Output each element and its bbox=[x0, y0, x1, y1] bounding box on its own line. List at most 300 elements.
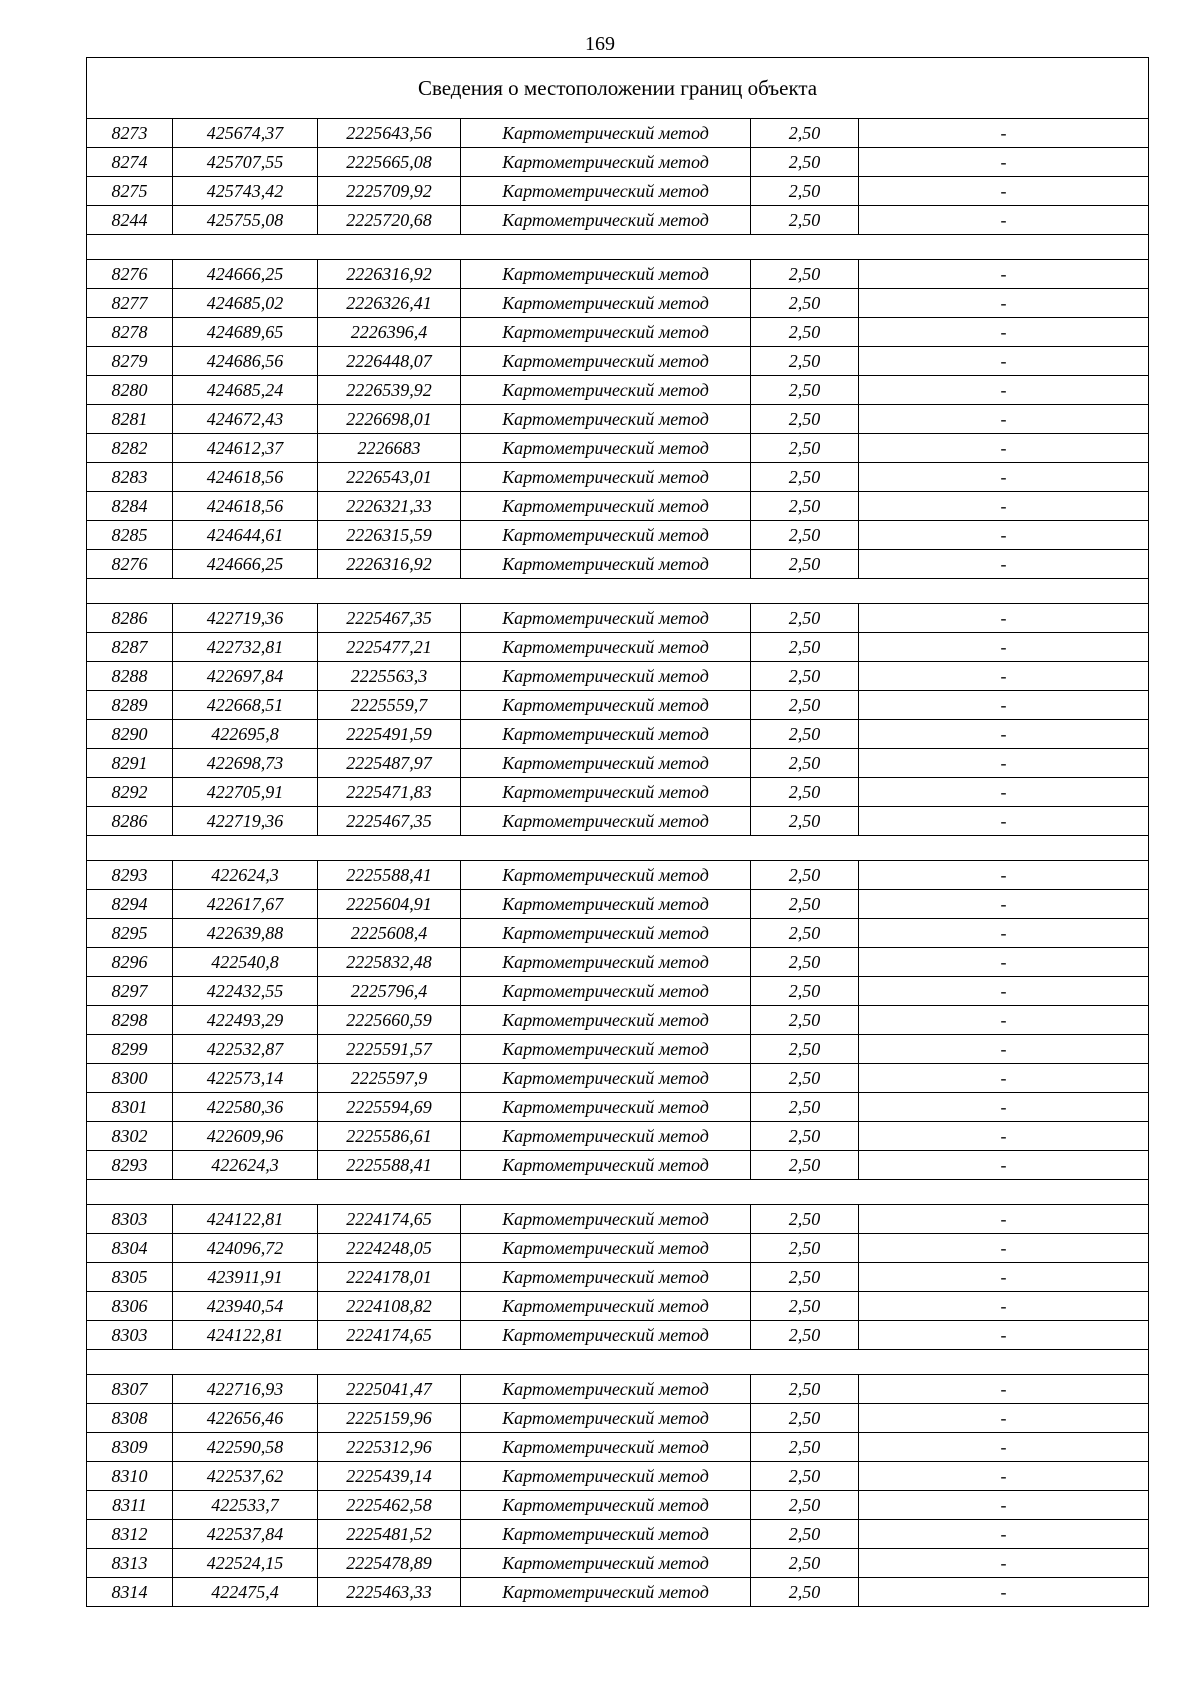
contour-separator-row bbox=[87, 579, 1149, 604]
x-coordinate-cell: 424666,25 bbox=[173, 550, 318, 579]
table-row bbox=[87, 405, 1149, 434]
separator-cell bbox=[87, 579, 1149, 604]
point-number-cell: 8312 bbox=[87, 1520, 173, 1549]
description-cell: - bbox=[859, 1433, 1149, 1462]
y-coordinate-cell: 2224174,65 bbox=[318, 1205, 461, 1234]
point-number-cell: 8282 bbox=[87, 434, 173, 463]
point-number-cell: 8313 bbox=[87, 1549, 173, 1578]
table-title: Сведения о местоположении границ объекта bbox=[87, 58, 1149, 119]
method-cell: Картометрический метод bbox=[461, 1093, 751, 1122]
point-number-cell: 8301 bbox=[87, 1093, 173, 1122]
accuracy-cell: 2,50 bbox=[751, 148, 859, 177]
table-row bbox=[87, 1462, 1149, 1491]
y-coordinate-cell: 2225467,35 bbox=[318, 604, 461, 633]
x-coordinate-cell: 422639,88 bbox=[173, 919, 318, 948]
x-coordinate-cell: 422537,62 bbox=[173, 1462, 318, 1491]
x-coordinate-cell: 422573,14 bbox=[173, 1064, 318, 1093]
y-coordinate-cell: 2225487,97 bbox=[318, 749, 461, 778]
method-cell: Картометрический метод bbox=[461, 550, 751, 579]
method-cell: Картометрический метод bbox=[461, 1122, 751, 1151]
y-coordinate-cell: 2225608,4 bbox=[318, 919, 461, 948]
point-number-cell: 8280 bbox=[87, 376, 173, 405]
table-row bbox=[87, 1035, 1149, 1064]
x-coordinate-cell: 422533,7 bbox=[173, 1491, 318, 1520]
description-cell: - bbox=[859, 720, 1149, 749]
description-cell: - bbox=[859, 289, 1149, 318]
table-row bbox=[87, 1520, 1149, 1549]
description-cell: - bbox=[859, 691, 1149, 720]
method-cell: Картометрический метод bbox=[461, 948, 751, 977]
x-coordinate-cell: 424672,43 bbox=[173, 405, 318, 434]
x-coordinate-cell: 422540,8 bbox=[173, 948, 318, 977]
description-cell: - bbox=[859, 521, 1149, 550]
separator-cell bbox=[87, 235, 1149, 260]
accuracy-cell: 2,50 bbox=[751, 434, 859, 463]
x-coordinate-cell: 422624,3 bbox=[173, 1151, 318, 1180]
table-body bbox=[87, 58, 1149, 1607]
accuracy-cell: 2,50 bbox=[751, 405, 859, 434]
x-coordinate-cell: 422590,58 bbox=[173, 1433, 318, 1462]
method-cell: Картометрический метод bbox=[461, 376, 751, 405]
table-row bbox=[87, 1375, 1149, 1404]
description-cell: - bbox=[859, 633, 1149, 662]
description-cell: - bbox=[859, 206, 1149, 235]
accuracy-cell: 2,50 bbox=[751, 550, 859, 579]
accuracy-cell: 2,50 bbox=[751, 1151, 859, 1180]
x-coordinate-cell: 424096,72 bbox=[173, 1234, 318, 1263]
table-row bbox=[87, 260, 1149, 289]
x-coordinate-cell: 422617,67 bbox=[173, 890, 318, 919]
point-number-cell: 8281 bbox=[87, 405, 173, 434]
description-cell: - bbox=[859, 749, 1149, 778]
table-row bbox=[87, 1263, 1149, 1292]
x-coordinate-cell: 422719,36 bbox=[173, 604, 318, 633]
x-coordinate-cell: 422537,84 bbox=[173, 1520, 318, 1549]
y-coordinate-cell: 2225597,9 bbox=[318, 1064, 461, 1093]
x-coordinate-cell: 422493,29 bbox=[173, 1006, 318, 1035]
description-cell: - bbox=[859, 260, 1149, 289]
accuracy-cell: 2,50 bbox=[751, 1205, 859, 1234]
y-coordinate-cell: 2226539,92 bbox=[318, 376, 461, 405]
accuracy-cell: 2,50 bbox=[751, 662, 859, 691]
accuracy-cell: 2,50 bbox=[751, 749, 859, 778]
accuracy-cell: 2,50 bbox=[751, 1578, 859, 1607]
point-number-cell: 8306 bbox=[87, 1292, 173, 1321]
table-row bbox=[87, 977, 1149, 1006]
separator-cell bbox=[87, 1350, 1149, 1375]
x-coordinate-cell: 422475,4 bbox=[173, 1578, 318, 1607]
description-cell: - bbox=[859, 890, 1149, 919]
method-cell: Картометрический метод bbox=[461, 463, 751, 492]
y-coordinate-cell: 2225467,35 bbox=[318, 807, 461, 836]
x-coordinate-cell: 425743,42 bbox=[173, 177, 318, 206]
accuracy-cell: 2,50 bbox=[751, 318, 859, 347]
x-coordinate-cell: 423940,54 bbox=[173, 1292, 318, 1321]
description-cell: - bbox=[859, 1375, 1149, 1404]
method-cell: Картометрический метод bbox=[461, 289, 751, 318]
table-row bbox=[87, 807, 1149, 836]
y-coordinate-cell: 2225660,59 bbox=[318, 1006, 461, 1035]
y-coordinate-cell: 2225796,4 bbox=[318, 977, 461, 1006]
boundary-coordinates-table bbox=[86, 57, 1149, 1607]
accuracy-cell: 2,50 bbox=[751, 1035, 859, 1064]
accuracy-cell: 2,50 bbox=[751, 376, 859, 405]
table-row bbox=[87, 206, 1149, 235]
method-cell: Картометрический метод bbox=[461, 148, 751, 177]
accuracy-cell: 2,50 bbox=[751, 206, 859, 235]
description-cell: - bbox=[859, 1122, 1149, 1151]
table-row bbox=[87, 434, 1149, 463]
accuracy-cell: 2,50 bbox=[751, 604, 859, 633]
y-coordinate-cell: 2225491,59 bbox=[318, 720, 461, 749]
table-row bbox=[87, 347, 1149, 376]
y-coordinate-cell: 2226316,92 bbox=[318, 550, 461, 579]
description-cell: - bbox=[859, 1292, 1149, 1321]
point-number-cell: 8308 bbox=[87, 1404, 173, 1433]
x-coordinate-cell: 424666,25 bbox=[173, 260, 318, 289]
method-cell: Картометрический метод bbox=[461, 1064, 751, 1093]
y-coordinate-cell: 2226316,92 bbox=[318, 260, 461, 289]
method-cell: Картометрический метод bbox=[461, 1006, 751, 1035]
x-coordinate-cell: 422532,87 bbox=[173, 1035, 318, 1064]
method-cell: Картометрический метод bbox=[461, 1520, 751, 1549]
point-number-cell: 8276 bbox=[87, 260, 173, 289]
y-coordinate-cell: 2225604,91 bbox=[318, 890, 461, 919]
y-coordinate-cell: 2225594,69 bbox=[318, 1093, 461, 1122]
y-coordinate-cell: 2226683 bbox=[318, 434, 461, 463]
method-cell: Картометрический метод bbox=[461, 749, 751, 778]
table-row bbox=[87, 691, 1149, 720]
point-number-cell: 8293 bbox=[87, 1151, 173, 1180]
point-number-cell: 8303 bbox=[87, 1205, 173, 1234]
method-cell: Картометрический метод bbox=[461, 1375, 751, 1404]
y-coordinate-cell: 2225832,48 bbox=[318, 948, 461, 977]
table-row bbox=[87, 1093, 1149, 1122]
contour-separator-row bbox=[87, 235, 1149, 260]
x-coordinate-cell: 424685,24 bbox=[173, 376, 318, 405]
x-coordinate-cell: 424122,81 bbox=[173, 1205, 318, 1234]
method-cell: Картометрический метод bbox=[461, 347, 751, 376]
x-coordinate-cell: 425674,37 bbox=[173, 119, 318, 148]
accuracy-cell: 2,50 bbox=[751, 260, 859, 289]
description-cell: - bbox=[859, 1064, 1149, 1093]
point-number-cell: 8277 bbox=[87, 289, 173, 318]
accuracy-cell: 2,50 bbox=[751, 1321, 859, 1350]
table-row bbox=[87, 662, 1149, 691]
accuracy-cell: 2,50 bbox=[751, 633, 859, 662]
accuracy-cell: 2,50 bbox=[751, 1234, 859, 1263]
accuracy-cell: 2,50 bbox=[751, 289, 859, 318]
table-row bbox=[87, 749, 1149, 778]
table-title-row bbox=[87, 58, 1149, 119]
point-number-cell: 8304 bbox=[87, 1234, 173, 1263]
table-row bbox=[87, 1292, 1149, 1321]
method-cell: Картометрический метод bbox=[461, 1151, 751, 1180]
x-coordinate-cell: 422697,84 bbox=[173, 662, 318, 691]
x-coordinate-cell: 422695,8 bbox=[173, 720, 318, 749]
point-number-cell: 8296 bbox=[87, 948, 173, 977]
description-cell: - bbox=[859, 919, 1149, 948]
description-cell: - bbox=[859, 463, 1149, 492]
method-cell: Картометрический метод bbox=[461, 1234, 751, 1263]
description-cell: - bbox=[859, 977, 1149, 1006]
method-cell: Картометрический метод bbox=[461, 604, 751, 633]
accuracy-cell: 2,50 bbox=[751, 1006, 859, 1035]
accuracy-cell: 2,50 bbox=[751, 1263, 859, 1292]
table-row bbox=[87, 1491, 1149, 1520]
method-cell: Картометрический метод bbox=[461, 119, 751, 148]
method-cell: Картометрический метод bbox=[461, 919, 751, 948]
x-coordinate-cell: 422732,81 bbox=[173, 633, 318, 662]
point-number-cell: 8309 bbox=[87, 1433, 173, 1462]
x-coordinate-cell: 425707,55 bbox=[173, 148, 318, 177]
description-cell: - bbox=[859, 1520, 1149, 1549]
point-number-cell: 8291 bbox=[87, 749, 173, 778]
accuracy-cell: 2,50 bbox=[751, 720, 859, 749]
table-row bbox=[87, 919, 1149, 948]
description-cell: - bbox=[859, 1404, 1149, 1433]
description-cell: - bbox=[859, 119, 1149, 148]
point-number-cell: 8274 bbox=[87, 148, 173, 177]
method-cell: Картометрический метод bbox=[461, 1549, 751, 1578]
point-number-cell: 8289 bbox=[87, 691, 173, 720]
y-coordinate-cell: 2225588,41 bbox=[318, 1151, 461, 1180]
accuracy-cell: 2,50 bbox=[751, 807, 859, 836]
table-row bbox=[87, 376, 1149, 405]
y-coordinate-cell: 2225462,58 bbox=[318, 1491, 461, 1520]
point-number-cell: 8244 bbox=[87, 206, 173, 235]
point-number-cell: 8303 bbox=[87, 1321, 173, 1350]
x-coordinate-cell: 424644,61 bbox=[173, 521, 318, 550]
method-cell: Картометрический метод bbox=[461, 1404, 751, 1433]
accuracy-cell: 2,50 bbox=[751, 1549, 859, 1578]
table-row bbox=[87, 1151, 1149, 1180]
point-number-cell: 8276 bbox=[87, 550, 173, 579]
point-number-cell: 8286 bbox=[87, 604, 173, 633]
method-cell: Картометрический метод bbox=[461, 890, 751, 919]
x-coordinate-cell: 424689,65 bbox=[173, 318, 318, 347]
x-coordinate-cell: 422668,51 bbox=[173, 691, 318, 720]
description-cell: - bbox=[859, 1321, 1149, 1350]
method-cell: Картометрический метод bbox=[461, 1321, 751, 1350]
table-row bbox=[87, 604, 1149, 633]
accuracy-cell: 2,50 bbox=[751, 1520, 859, 1549]
y-coordinate-cell: 2224174,65 bbox=[318, 1321, 461, 1350]
accuracy-cell: 2,50 bbox=[751, 1433, 859, 1462]
point-number-cell: 8292 bbox=[87, 778, 173, 807]
point-number-cell: 8290 bbox=[87, 720, 173, 749]
table-row bbox=[87, 633, 1149, 662]
table-row bbox=[87, 177, 1149, 206]
description-cell: - bbox=[859, 405, 1149, 434]
y-coordinate-cell: 2224248,05 bbox=[318, 1234, 461, 1263]
accuracy-cell: 2,50 bbox=[751, 977, 859, 1006]
point-number-cell: 8299 bbox=[87, 1035, 173, 1064]
table-row bbox=[87, 119, 1149, 148]
x-coordinate-cell: 422705,91 bbox=[173, 778, 318, 807]
x-coordinate-cell: 424618,56 bbox=[173, 492, 318, 521]
description-cell: - bbox=[859, 376, 1149, 405]
method-cell: Картометрический метод bbox=[461, 977, 751, 1006]
table-row bbox=[87, 463, 1149, 492]
accuracy-cell: 2,50 bbox=[751, 177, 859, 206]
y-coordinate-cell: 2225563,3 bbox=[318, 662, 461, 691]
method-cell: Картометрический метод bbox=[461, 206, 751, 235]
y-coordinate-cell: 2225559,7 bbox=[318, 691, 461, 720]
page-number: 169 bbox=[585, 33, 615, 55]
y-coordinate-cell: 2226315,59 bbox=[318, 521, 461, 550]
table-row bbox=[87, 1234, 1149, 1263]
table-row bbox=[87, 1404, 1149, 1433]
y-coordinate-cell: 2224178,01 bbox=[318, 1263, 461, 1292]
y-coordinate-cell: 2225586,61 bbox=[318, 1122, 461, 1151]
y-coordinate-cell: 2226326,41 bbox=[318, 289, 461, 318]
accuracy-cell: 2,50 bbox=[751, 948, 859, 977]
method-cell: Картометрический метод bbox=[461, 720, 751, 749]
table-row bbox=[87, 890, 1149, 919]
x-coordinate-cell: 422524,15 bbox=[173, 1549, 318, 1578]
x-coordinate-cell: 424612,37 bbox=[173, 434, 318, 463]
description-cell: - bbox=[859, 347, 1149, 376]
method-cell: Картометрический метод bbox=[461, 1462, 751, 1491]
method-cell: Картометрический метод bbox=[461, 1035, 751, 1064]
method-cell: Картометрический метод bbox=[461, 177, 751, 206]
point-number-cell: 8297 bbox=[87, 977, 173, 1006]
accuracy-cell: 2,50 bbox=[751, 1122, 859, 1151]
accuracy-cell: 2,50 bbox=[751, 919, 859, 948]
accuracy-cell: 2,50 bbox=[751, 1375, 859, 1404]
accuracy-cell: 2,50 bbox=[751, 492, 859, 521]
point-number-cell: 8285 bbox=[87, 521, 173, 550]
table-row bbox=[87, 1205, 1149, 1234]
y-coordinate-cell: 2225477,21 bbox=[318, 633, 461, 662]
y-coordinate-cell: 2226698,01 bbox=[318, 405, 461, 434]
method-cell: Картометрический метод bbox=[461, 260, 751, 289]
description-cell: - bbox=[859, 148, 1149, 177]
point-number-cell: 8283 bbox=[87, 463, 173, 492]
accuracy-cell: 2,50 bbox=[751, 778, 859, 807]
point-number-cell: 8284 bbox=[87, 492, 173, 521]
accuracy-cell: 2,50 bbox=[751, 347, 859, 376]
table-row bbox=[87, 318, 1149, 347]
table-row bbox=[87, 720, 1149, 749]
accuracy-cell: 2,50 bbox=[751, 119, 859, 148]
contour-separator-row bbox=[87, 836, 1149, 861]
description-cell: - bbox=[859, 1263, 1149, 1292]
description-cell: - bbox=[859, 1462, 1149, 1491]
point-number-cell: 8314 bbox=[87, 1578, 173, 1607]
point-number-cell: 8305 bbox=[87, 1263, 173, 1292]
accuracy-cell: 2,50 bbox=[751, 1093, 859, 1122]
table-row bbox=[87, 1321, 1149, 1350]
description-cell: - bbox=[859, 318, 1149, 347]
accuracy-cell: 2,50 bbox=[751, 691, 859, 720]
table-row bbox=[87, 492, 1149, 521]
table-row bbox=[87, 1006, 1149, 1035]
method-cell: Картометрический метод bbox=[461, 633, 751, 662]
table-row bbox=[87, 550, 1149, 579]
contour-separator-row bbox=[87, 1180, 1149, 1205]
y-coordinate-cell: 2225709,92 bbox=[318, 177, 461, 206]
method-cell: Картометрический метод bbox=[461, 861, 751, 890]
table-row bbox=[87, 148, 1149, 177]
description-cell: - bbox=[859, 492, 1149, 521]
point-number-cell: 8273 bbox=[87, 119, 173, 148]
method-cell: Картометрический метод bbox=[461, 434, 751, 463]
y-coordinate-cell: 2225471,83 bbox=[318, 778, 461, 807]
method-cell: Картометрический метод bbox=[461, 662, 751, 691]
accuracy-cell: 2,50 bbox=[751, 861, 859, 890]
accuracy-cell: 2,50 bbox=[751, 890, 859, 919]
x-coordinate-cell: 422716,93 bbox=[173, 1375, 318, 1404]
method-cell: Картометрический метод bbox=[461, 1578, 751, 1607]
method-cell: Картометрический метод bbox=[461, 778, 751, 807]
x-coordinate-cell: 422656,46 bbox=[173, 1404, 318, 1433]
y-coordinate-cell: 2225588,41 bbox=[318, 861, 461, 890]
method-cell: Картометрический метод bbox=[461, 1205, 751, 1234]
description-cell: - bbox=[859, 1035, 1149, 1064]
y-coordinate-cell: 2225665,08 bbox=[318, 148, 461, 177]
accuracy-cell: 2,50 bbox=[751, 463, 859, 492]
x-coordinate-cell: 424618,56 bbox=[173, 463, 318, 492]
y-coordinate-cell: 2224108,82 bbox=[318, 1292, 461, 1321]
y-coordinate-cell: 2225041,47 bbox=[318, 1375, 461, 1404]
method-cell: Картометрический метод bbox=[461, 807, 751, 836]
table-row bbox=[87, 948, 1149, 977]
point-number-cell: 8298 bbox=[87, 1006, 173, 1035]
accuracy-cell: 2,50 bbox=[751, 1462, 859, 1491]
point-number-cell: 8287 bbox=[87, 633, 173, 662]
table-row bbox=[87, 778, 1149, 807]
accuracy-cell: 2,50 bbox=[751, 1491, 859, 1520]
description-cell: - bbox=[859, 1006, 1149, 1035]
description-cell: - bbox=[859, 778, 1149, 807]
point-number-cell: 8307 bbox=[87, 1375, 173, 1404]
point-number-cell: 8294 bbox=[87, 890, 173, 919]
table-row bbox=[87, 1578, 1149, 1607]
method-cell: Картометрический метод bbox=[461, 492, 751, 521]
method-cell: Картометрический метод bbox=[461, 691, 751, 720]
table-row bbox=[87, 521, 1149, 550]
description-cell: - bbox=[859, 662, 1149, 691]
accuracy-cell: 2,50 bbox=[751, 521, 859, 550]
point-number-cell: 8286 bbox=[87, 807, 173, 836]
y-coordinate-cell: 2225463,33 bbox=[318, 1578, 461, 1607]
x-coordinate-cell: 422580,36 bbox=[173, 1093, 318, 1122]
y-coordinate-cell: 2225159,96 bbox=[318, 1404, 461, 1433]
y-coordinate-cell: 2226543,01 bbox=[318, 463, 461, 492]
y-coordinate-cell: 2225481,52 bbox=[318, 1520, 461, 1549]
x-coordinate-cell: 422698,73 bbox=[173, 749, 318, 778]
y-coordinate-cell: 2226396,4 bbox=[318, 318, 461, 347]
description-cell: - bbox=[859, 604, 1149, 633]
accuracy-cell: 2,50 bbox=[751, 1404, 859, 1433]
y-coordinate-cell: 2225643,56 bbox=[318, 119, 461, 148]
y-coordinate-cell: 2226321,33 bbox=[318, 492, 461, 521]
description-cell: - bbox=[859, 1151, 1149, 1180]
table-row bbox=[87, 1122, 1149, 1151]
description-cell: - bbox=[859, 1205, 1149, 1234]
description-cell: - bbox=[859, 948, 1149, 977]
y-coordinate-cell: 2225312,96 bbox=[318, 1433, 461, 1462]
point-number-cell: 8295 bbox=[87, 919, 173, 948]
method-cell: Картометрический метод bbox=[461, 1292, 751, 1321]
x-coordinate-cell: 424685,02 bbox=[173, 289, 318, 318]
table-row bbox=[87, 1433, 1149, 1462]
y-coordinate-cell: 2225591,57 bbox=[318, 1035, 461, 1064]
description-cell: - bbox=[859, 550, 1149, 579]
point-number-cell: 8310 bbox=[87, 1462, 173, 1491]
